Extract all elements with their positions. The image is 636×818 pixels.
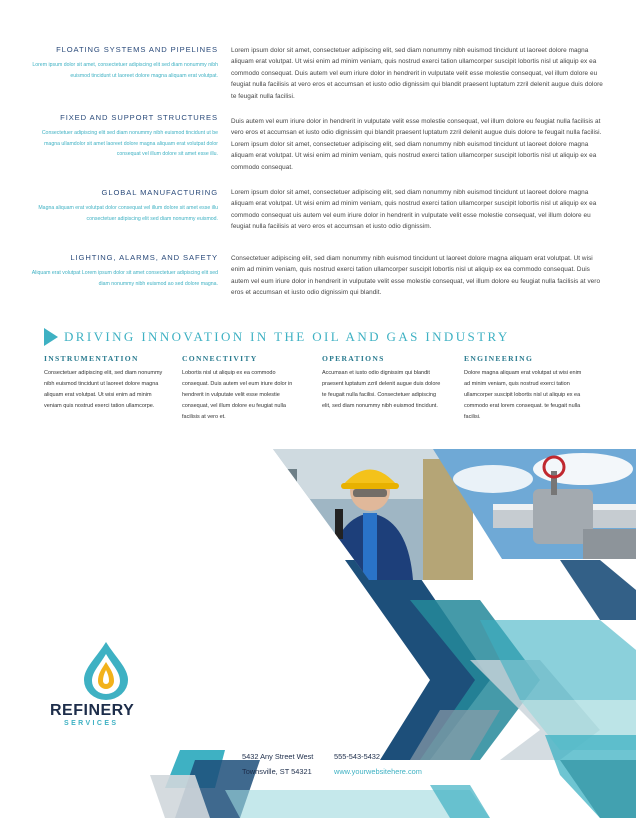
feature-subtitle: Magna aliquam erat volutpat dolor consequat vel illum dolore sit amet esse illu consectetuer adipiscing elit sed diam nonummy euismod. <box>38 205 218 222</box>
feature-title: GLOBAL MANUFACTURING <box>101 188 218 197</box>
oil-drop-icon <box>76 640 136 700</box>
feature-subtitle: Consectetuer adipiscing elit sed diam nonummy nibh euismod tincidunt ut be magna ullamdolor sit amet laoreet dolore magna aliquam erat volutpat dolor consequat vel illum dolore sit amet esse illu. <box>41 130 218 157</box>
feature-body: Lorem ipsum dolor sit amet, consectetuer adipiscing elit, sed diam nonummy nibh euismod tincidunt ut laoreet dolore magna aliquam erat volutpat. Ut wisi enim ad minim veniam, quis nostrud exerci tation ullamcorper suscipit lobortis nisl ut aliquip ex ea commodo consequat uis autem vel eum iriure dolor in hendrerit in vulputate velit esse molestie consequat, vel illum dolore eu feugiat nulla facilisis at vero eros et accumsan et iusto odio dignissim. <box>231 189 597 231</box>
brand-name: REFINERY <box>50 702 135 719</box>
feature-body: Consectetuer adipiscing elit, sed diam nonummy nibh euismod tincidunt ut laoreet dolore magna aliquam erat volutpat. Ut wisi enim ad minim veniam, quis nostrud exerci tation ullamcorper suscipit lobortis nisl ut aliquip ex ea commodo consequat. Duis autem vel eum iriure dolor in hendrerit in vulputate velit esse molestie consequat, vel illum dolore eu feugiat nulla facilisis at vero eros et accumsan et iusto odio dignissim qui blandit. <box>231 255 601 297</box>
triangle-arrow-icon <box>44 328 58 346</box>
column-body: Consectetuer adipiscing elit, sed diam nonummy nibh euismod tincidunt ut laoreet dolore magna aliquam erat volutpat. Ut wisi enim ad minim veniam quis nostrud exerci tation ullamcorpe. <box>44 370 163 409</box>
feature-subtitle: Lorem ipsum dolor sit amet, consectetuer adipiscing elit sed diam nonummy nibh euismod tincidunt ut laoreet dolore magna aliquam erat volutpat. <box>32 62 218 79</box>
feature-body: Duis autem vel eum iriure dolor in hendrerit in vulputate velit esse molestie consequat, vel illum dolore eu feugiat nulla facilisis at vero eros et accumsan et iusto odio dignissim qui blandit praesent luptatum zzril delenit augue duis dolore te feugait nulla facilisi. Lorem ipsum dolor sit amet, consectetuer adipiscing elit, sed diam nonummy nibh euismod tincidunt ut laoreet dolore magna aliquam erat volutpat. Ut wisi enim ad minim veniam, quis nostrud exerci tation ullamcorper suscipit lobortis nisl ut aliquip ex ea commodo consequat. <box>231 118 602 171</box>
feature-body: Lorem ipsum dolor sit amet, consectetuer adipiscing elit, sed diam nonummy nibh euismod tincidunt ut laoreet dolore magna aliquam erat volutpat. Ut wisi enim ad minim veniam, quis nostrud exerci tation ullamcorper suscipit lobortis nisl ut aliquip ex ea commodo consequat. Duis autem vel eum iriure dolor in hendrerit in vulputate velit esse molestie consequat, vel illum dolore eu feugiat nulla facilisis at vero eros et accumsan et iusto odio dignissim qui blandit praesent luptatum zzril delenit augue duis dolore te feugait nulla facilisi. <box>231 47 603 100</box>
column-operations <box>322 354 442 412</box>
feature-title: LIGHTING, ALARMS, AND SAFETY <box>70 253 218 262</box>
column-engineering <box>464 354 584 423</box>
feature-title: FLOATING SYSTEMS AND PIPELINES <box>56 45 218 54</box>
column-title: OPERATIONS <box>322 354 385 363</box>
column-title: INSTRUMENTATION <box>44 354 139 363</box>
column-title: CONNECTIVITY <box>182 354 258 363</box>
shape-bottom-navy <box>560 760 636 818</box>
banner-heading: DRIVING INNOVATION IN THE OIL AND GAS INDUSTRY <box>64 329 510 344</box>
column-body: Dolore magna aliquam erat volutpat ut wisi enim ad minim veniam, quis nostrud exerci tation ullamcorper suscipit lobortis nisl ut aliquip ex ea commodo erat lorem consequat. te feugait nulla facilisi. <box>464 370 582 420</box>
brand-tagline: SERVICES <box>64 720 119 727</box>
column-instrumentation <box>44 354 164 412</box>
feature-title: FIXED AND SUPPORT STRUCTURES <box>60 113 218 122</box>
column-body: Accumsan et iusto odio dignissim qui blandit praesent luptatum zzril delenit augue duis dolore te feugait nulla facilisi. Consectetuer adipiscing elit, sed diam nonummy nibh euismod tincidunt. <box>322 370 441 409</box>
street-address: 5432 Any Street West <box>242 752 314 761</box>
column-connectivity <box>182 354 302 423</box>
contact-block <box>334 749 422 779</box>
phone-number: 555-543-5432 <box>334 752 381 761</box>
feature-subtitle: Aliquam erat volutpat Lorem ipsum dolor sit amet consectetuer adipiscing elit sed diam nonummy nibh euismod ao sed dolore magna. <box>31 270 218 287</box>
column-body: Lobortis nisl ut aliquip ex ea commodo consequat. Duis autem vel eum iriure dolor in hendrerit in vulputate velit esse molestie consequat, vel illum dolore eu feugiat nulla facilisis at vero et. <box>182 370 293 420</box>
website-link[interactable]: www.yourwebsitehere.com <box>334 767 422 776</box>
shape-navy-strip <box>560 560 636 620</box>
address-block <box>242 749 313 779</box>
column-title: ENGINEERING <box>464 354 534 363</box>
city-state-zip: Townsville, ST 54321 <box>242 767 312 776</box>
